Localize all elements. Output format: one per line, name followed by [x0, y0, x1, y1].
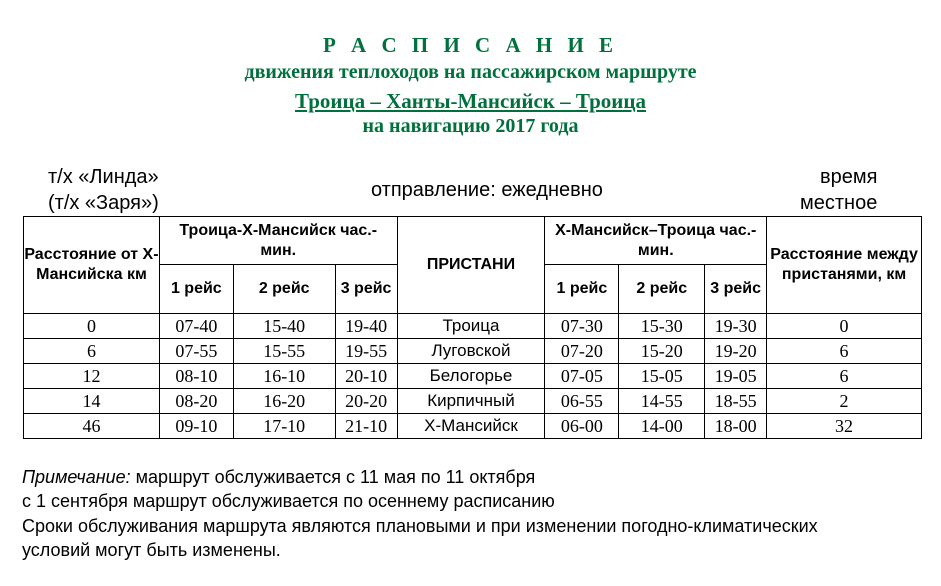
time-cell: 07-40 [159, 314, 233, 339]
time-label-local: местное [800, 192, 878, 214]
time-cell: 15-55 [233, 339, 335, 364]
distance-cell: 6 [767, 364, 922, 389]
table-row [24, 314, 922, 339]
time-cell: 19-05 [705, 364, 767, 389]
time-cell: 14-55 [619, 389, 705, 414]
time-cell: 09-10 [159, 414, 233, 439]
ship-name: т/х «Линда» [48, 166, 159, 188]
time-cell: 06-55 [545, 389, 619, 414]
header-distance-between: Расстояние между пристанями, км [767, 217, 922, 314]
distance-cell: 46 [24, 414, 160, 439]
time-cell: 19-20 [705, 339, 767, 364]
time-cell: 17-10 [233, 414, 335, 439]
time-cell: 07-55 [159, 339, 233, 364]
distance-cell: 6 [767, 339, 922, 364]
note-line-2: с 1 сентября маршрут обслуживается по осеннему расписанию [22, 491, 555, 511]
pier-cell: Х-Мансийск [397, 414, 545, 439]
time-label: время [820, 166, 878, 188]
time-cell: 07-20 [545, 339, 619, 364]
table-row [24, 339, 922, 364]
distance-cell: 12 [24, 364, 160, 389]
header-forward-trip-2: 2 рейс [233, 265, 335, 314]
time-cell: 07-05 [545, 364, 619, 389]
time-cell: 15-05 [619, 364, 705, 389]
time-cell: 18-00 [705, 414, 767, 439]
distance-cell: 14 [24, 389, 160, 414]
note-label: Примечание: [22, 467, 131, 487]
header-back-group: Х-Мансийск–Троица час.- мин. [545, 217, 767, 265]
time-cell: 19-55 [335, 339, 397, 364]
distance-cell: 0 [24, 314, 160, 339]
distance-cell: 6 [24, 339, 160, 364]
time-cell: 19-30 [705, 314, 767, 339]
time-cell: 16-20 [233, 389, 335, 414]
note-line-1 [22, 467, 535, 488]
pier-cell: Луговской [397, 339, 545, 364]
ship-alt-name: (т/х «Заря») [48, 192, 159, 214]
distance-cell: 32 [767, 414, 922, 439]
time-cell: 18-55 [705, 389, 767, 414]
navigation-year: на навигацию 2017 года [362, 115, 579, 137]
header-back-trip-1: 1 рейс [545, 265, 619, 314]
header-forward-group: Троица-Х-Мансийск час.- мин. [159, 217, 397, 265]
header-piers: ПРИСТАНИ [397, 217, 545, 314]
schedule-title: Р А С П И С А Н И Е [322, 33, 619, 57]
time-cell: 15-20 [619, 339, 705, 364]
time-cell: 20-20 [335, 389, 397, 414]
header-distance-from-khm: Расстояние от Х-Мансийска км [24, 217, 160, 314]
distance-cell: 2 [767, 389, 922, 414]
time-cell: 08-10 [159, 364, 233, 389]
note-line-4: условий могут быть изменены. [22, 540, 281, 560]
note-text-1: маршрут обслуживается с 11 мая по 11 октября [130, 467, 536, 487]
time-cell: 21-10 [335, 414, 397, 439]
time-cell: 15-40 [233, 314, 335, 339]
table-row [24, 414, 922, 439]
schedule-table [23, 216, 922, 439]
schedule-subtitle: движения теплоходов на пассажирском маршруте [244, 61, 697, 83]
time-cell: 07-30 [545, 314, 619, 339]
time-cell: 15-30 [619, 314, 705, 339]
table-row [24, 389, 922, 414]
table-row [24, 364, 922, 389]
departure-info: отправление: ежедневно [371, 179, 603, 201]
header-back-trip-3: 3 рейс [705, 265, 767, 314]
route-name: Троица – Ханты-Мансийск – Троица [294, 89, 646, 113]
time-cell: 19-40 [335, 314, 397, 339]
time-cell: 14-00 [619, 414, 705, 439]
pier-cell: Троица [397, 314, 545, 339]
header-forward-trip-3: 3 рейс [335, 265, 397, 314]
note-line-3: Сроки обслуживания маршрута являются плановыми и при изменении погодно-климатических [22, 516, 818, 536]
pier-cell: Белогорье [397, 364, 545, 389]
time-cell: 08-20 [159, 389, 233, 414]
pier-cell: Кирпичный [397, 389, 545, 414]
time-cell: 20-10 [335, 364, 397, 389]
distance-cell: 0 [767, 314, 922, 339]
header-forward-trip-1: 1 рейс [159, 265, 233, 314]
header-back-trip-2: 2 рейс [619, 265, 705, 314]
time-cell: 16-10 [233, 364, 335, 389]
time-cell: 06-00 [545, 414, 619, 439]
